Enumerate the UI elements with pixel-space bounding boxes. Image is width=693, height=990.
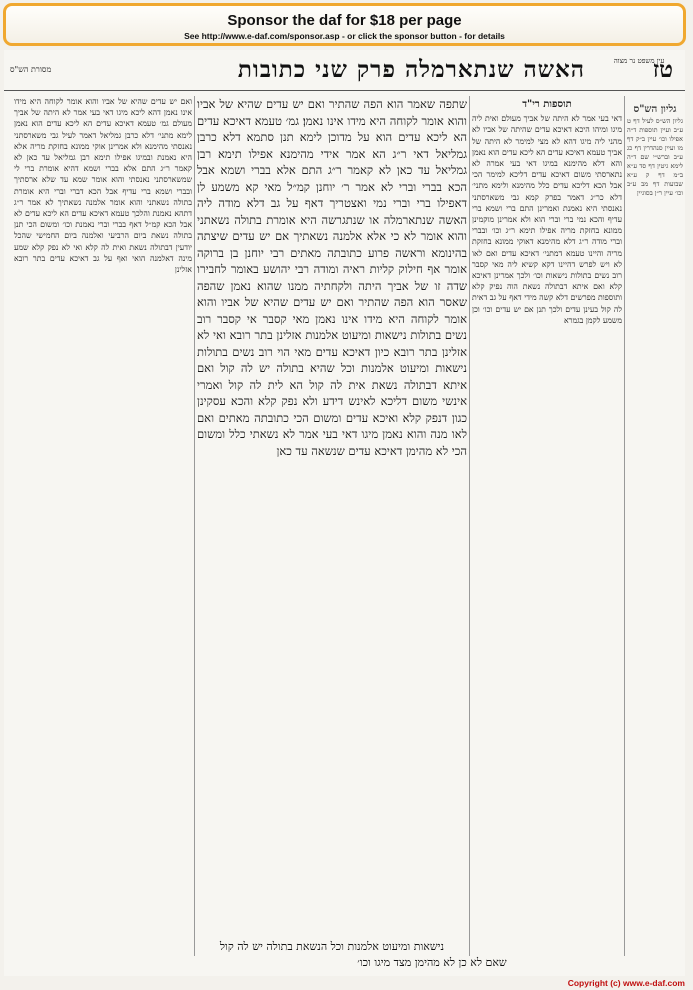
page-header [4,53,685,89]
sponsor-banner[interactable] [3,3,686,46]
rashi-text: ואם יש עדים שהיא של אביו והוא אומר לקוחה היא מידו אינו נאמן דהא ליכא מיגו דאי בעי אמר לא היתה של אביך מעולם גמ׳ טעמא דאיכא עדים הא ליכא עדים הוא נאמן לימא מתני׳ דלא כרבן גמליאל דאמר לעיל גבי משארסתני נאנסתי מהימנא ולא אמרינן אוקי ממונא בחזקת מריה אלא היא נאמנת ובמיגו אפילו תימא רבן גמליאל עד כאן לא קאמר ר״ג התם אלא בברי ושמא דהיא אומרת ברי לי שמשארסתני נאנסתי והוא אומר שמא עד שלא ארסתיך ובברי ושמא ברי עדיף אבל הכא דברי וברי היא אומרת בתולה נשאתני והוא אומר אלמנה נשאתיך לא אמר ר״ג דתהא נאמנת והלכך טעמא דאיכא עדים הא ליכא עדים לא אבל הכא קמ״ל דאף בברי וברי נאמנת וכו׳ ומשום הכי תנן בתולה נשאת ביום הרביעי ואלמנה ביום החמישי שהכל יודעין דבתולה נשאת ואית לה קלא ואי לא נפק קלא שמע מינה דאלמנה הואי ואף על גב דאיכא עדים בתר רובא אזלינן [14,97,192,275]
bottom-gloss: שאם לא כן לא מהימן מצד מיגו וכו׳ [357,956,507,969]
column-divider [624,96,625,956]
tosafot-label: תוספות רי"ד [522,99,572,110]
tosafot-column [472,96,622,956]
gemara-text: שתפה שאמר הוא הפה שהתיר ואם יש עדים שהיא של אביו והוא אומר לקוחה היא מידו אינו נאמן׃ גמ׳ טעמא דאיכא עדים הא ליכא עדים הוא על מדוכן לימא תנן סתמא דלא כרבן גמליאל דאי ר״ג הא אמר אידי מהימנא אפילו תימא רבן גמליאל עד כאן לא קאמר ר״ג התם אלא בברי ושמא אבל הכא בברי וברי לא אמר ר׳ יוחנן קמ״ל מאי קא משמע לן דאפילו ברי וברי נמי ואצטריך דאף על גב דלא מודה ליה האשה שנתארמלה או שנתגרשה היא אומרת בתולה נשאתני והוא אומר לא כי אלא אלמנה נשאתיך אם יש עדים שיצתה בהינומא וראשה פרוע כתובתה מאתים רבי יוחנן בן ברוקה אומר אף חילוק קליות ראיה ומודה רבי יהושע באומר לחבירו שדה זו של אביך היתה ולקחתיה ממנו שהוא נאמן שהפה שאסר הוא הפה שהתיר ואם יש עדים שהיא של אביו והוא אומר לקוחה היא מידו אינו נאמן מאי קסבר אי קסבר רוב נשים בתולות נישאות ומיעוט אלמנות אזלינן בתר רובא ואי לא אזלינן בתר רובא כיון דאיכא עדים מאי הוי רוב נשים בתולות נישאות ומיעוט אלמנות וכל שהיא בתולה יש לה קול ואם איתא דבתולה נשאת אית לה קול הא לית לה קול ואמרי אינשי משום דליכא לאינש דידע ולא נפק קלא והכא עסקינן כגון דנפק קלא ואיכא עדים ומשום הכי כתובתה מאתים ואם לאו מנה והוא נאמן מיגו דאי בעי אמר לא נשאתי כלל ומשום הכי לא מהימן דאיכא עדים שנשאה עד כאן [197,97,467,458]
gemara-column [197,96,467,956]
column-divider [469,96,470,956]
masoret-hashas-label: מסורת הש"ס [10,65,52,74]
gilyon-column [627,102,683,962]
gilyon-label: גליון הש"ס [633,104,677,115]
header-rule [4,90,685,91]
gilyon-text: גליון הש״ס לעיל דף ט ע״ב ועיין תוספות ד״ה אפילו וכו׳ עיין ב״ק דף מו ועיין סנהדרין דף כג ע״ב וברש״י שם ד״ה לימא גיטין דף סד ע״א ב״מ דף ק ע״א שבועות דף מב ע״ב וכו׳ עיין ר״ן בסוגיין [627,117,683,197]
column-divider [194,96,195,956]
tosafot-text: דאי בעי אמר לא היתה של אביך מעולם ואית ליה מיגו ומיהו היכא דאיכא עדים שהיתה של אביו לא מהני ליה מיגו דהא לא מצי למימר לא היתה של אביך טעמא דאיכא עדים הא ליכא עדים הוא נאמן והא דלא מהימנא במיגו דאי בעי אמרה לא נתארסתי משום דאיכא עדים דליכא למימר הכי אבל הכא דליכא עדים כלל מהימנא ולימא מתני׳ דלא כר״ג דאמר בפרק קמא גבי משארסתני נאנסתי היא נאמנת ואמרינן התם ברי ושמא ברי עדיף והכא נמי ברי וברי הוא ולא אמרינן מוקמינן ממונא בחזקת מריה אפילו תימא ר״ג וכו׳ ובברי וברי מודה ר״ג דלא מהימנא דאוקי ממונא בחזקת מריה והיינו טעמא דמתני׳ דאיכא עדים ואם לאו לא ויש לפרש דהיינו דקא קשיא ליה מאי קסבר רוב נשים בתולות נישאות וכו׳ ולכך אמרינן דאיכא קלא ואם איתא דבתולה נשאת הוה נפיק קלא ותוספות מפרשים דלא קשה מידי דאף על גב דאית לה קול בעינן עדים ולכך תנן אם יש עדים וכו׳ וכן משמע לקמן בגמרא [472,114,622,325]
page-number: טז [652,56,673,83]
sponsor-title[interactable]: Sponsor the daf for $18 per page [227,12,462,29]
running-head: האשה שנתארמלה פרק שני כתובות [237,56,585,83]
rashi-column [14,96,192,816]
copyright-link[interactable]: Copyright (c) www.e-daf.com [567,978,685,988]
talmud-page [4,50,685,976]
mishnah-line: נישאות ומיעוט אלמנות וכל הנשאת בתולה יש לה קול [219,940,445,953]
ein-mishpat-label: עין משפט נר מצוה [613,57,665,65]
sponsor-subtitle[interactable]: See http://www.e-daf.com/sponsor.asp - or click the sponsor button - for details [184,31,505,41]
